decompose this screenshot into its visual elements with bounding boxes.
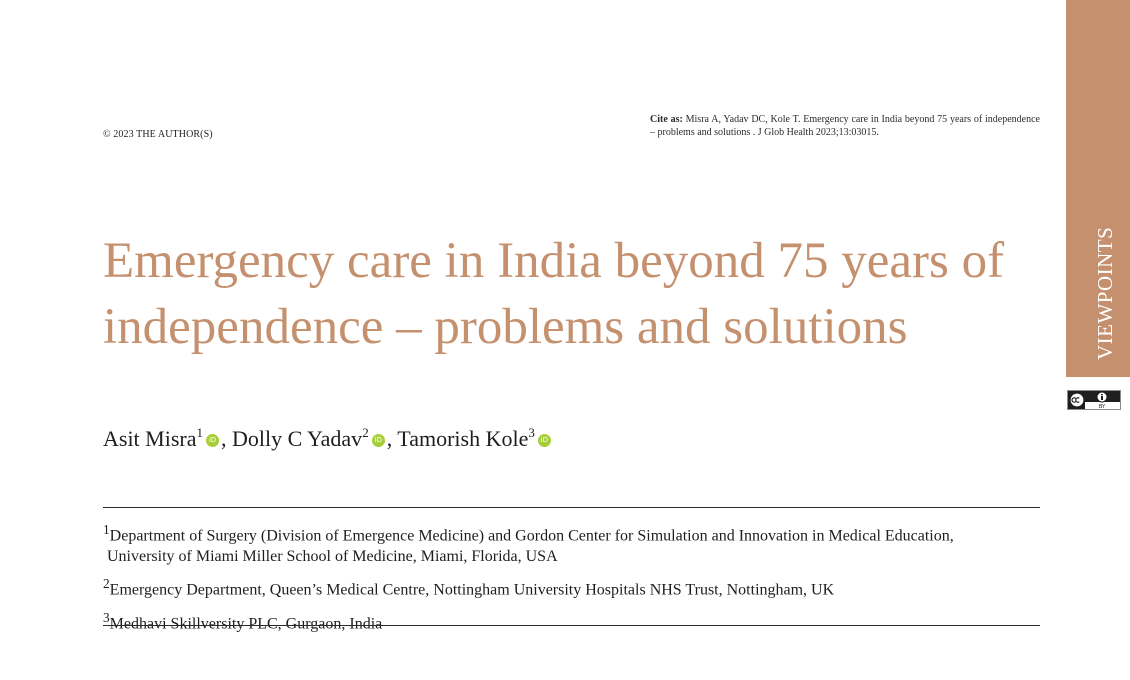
author-affiliation-marker: 3 (528, 425, 535, 440)
cc-by-license-badge[interactable] (1067, 390, 1121, 410)
cc-icon (1070, 393, 1084, 407)
orcid-icon[interactable]: iD (206, 434, 219, 447)
section-label: VIEWPOINTS (1093, 226, 1117, 360)
affiliation-item (103, 607, 1033, 634)
affiliation-text: Department of Surgery (Division of Emergence Medicine) and Gordon Center for Simulation and Innovation in Medical Education, (109, 527, 954, 545)
affiliation-item (103, 573, 1033, 600)
affiliation-marker: 2 (103, 576, 110, 592)
citation-label: Cite as: (650, 114, 683, 125)
author-name: Dolly C Yadav (232, 426, 363, 451)
copyright-notice: © 2023 THE AUTHOR(S) (103, 129, 213, 140)
author-affiliation-marker: 2 (362, 425, 369, 440)
divider-bottom (103, 625, 1040, 626)
citation-text: Misra A, Yadav DC, Kole T. Emergency care in India beyond 75 years of independence – problems and solutions . J Glob Health 2023;13:03015. (650, 114, 1040, 138)
author-name: Asit Misra (103, 426, 197, 451)
divider-top (103, 507, 1040, 508)
affiliation-text-continued: University of Miami Miller School of Medicine, Miami, Florida, USA (107, 548, 558, 566)
by-label: BY (1098, 404, 1106, 409)
orcid-icon[interactable]: iD (372, 434, 385, 447)
author-affiliation-marker: 1 (196, 425, 203, 440)
author-name: Tamorish Kole (397, 426, 529, 451)
by-icon (1097, 392, 1107, 402)
citation (650, 113, 1040, 139)
affiliation-text: Emergency Department, Queen’s Medical Centre, Nottingham University Hospitals NHS Trust, Nottingham, UK (109, 581, 835, 599)
orcid-icon[interactable]: iD (538, 434, 551, 447)
affiliation-marker: 1 (103, 522, 110, 537)
article-title: Emergency care in India beyond 75 years of independence – problems and solutions (103, 233, 1005, 355)
affiliation-item (103, 519, 1033, 567)
author-separator: , (221, 426, 227, 451)
affiliation-list (103, 519, 1033, 640)
author-list (103, 425, 553, 452)
author-separator: , (386, 426, 393, 451)
affiliation-marker: 3 (103, 609, 110, 625)
affiliation-text: Medhavi Skillversity PLC, Gurgaon, India (109, 614, 383, 632)
